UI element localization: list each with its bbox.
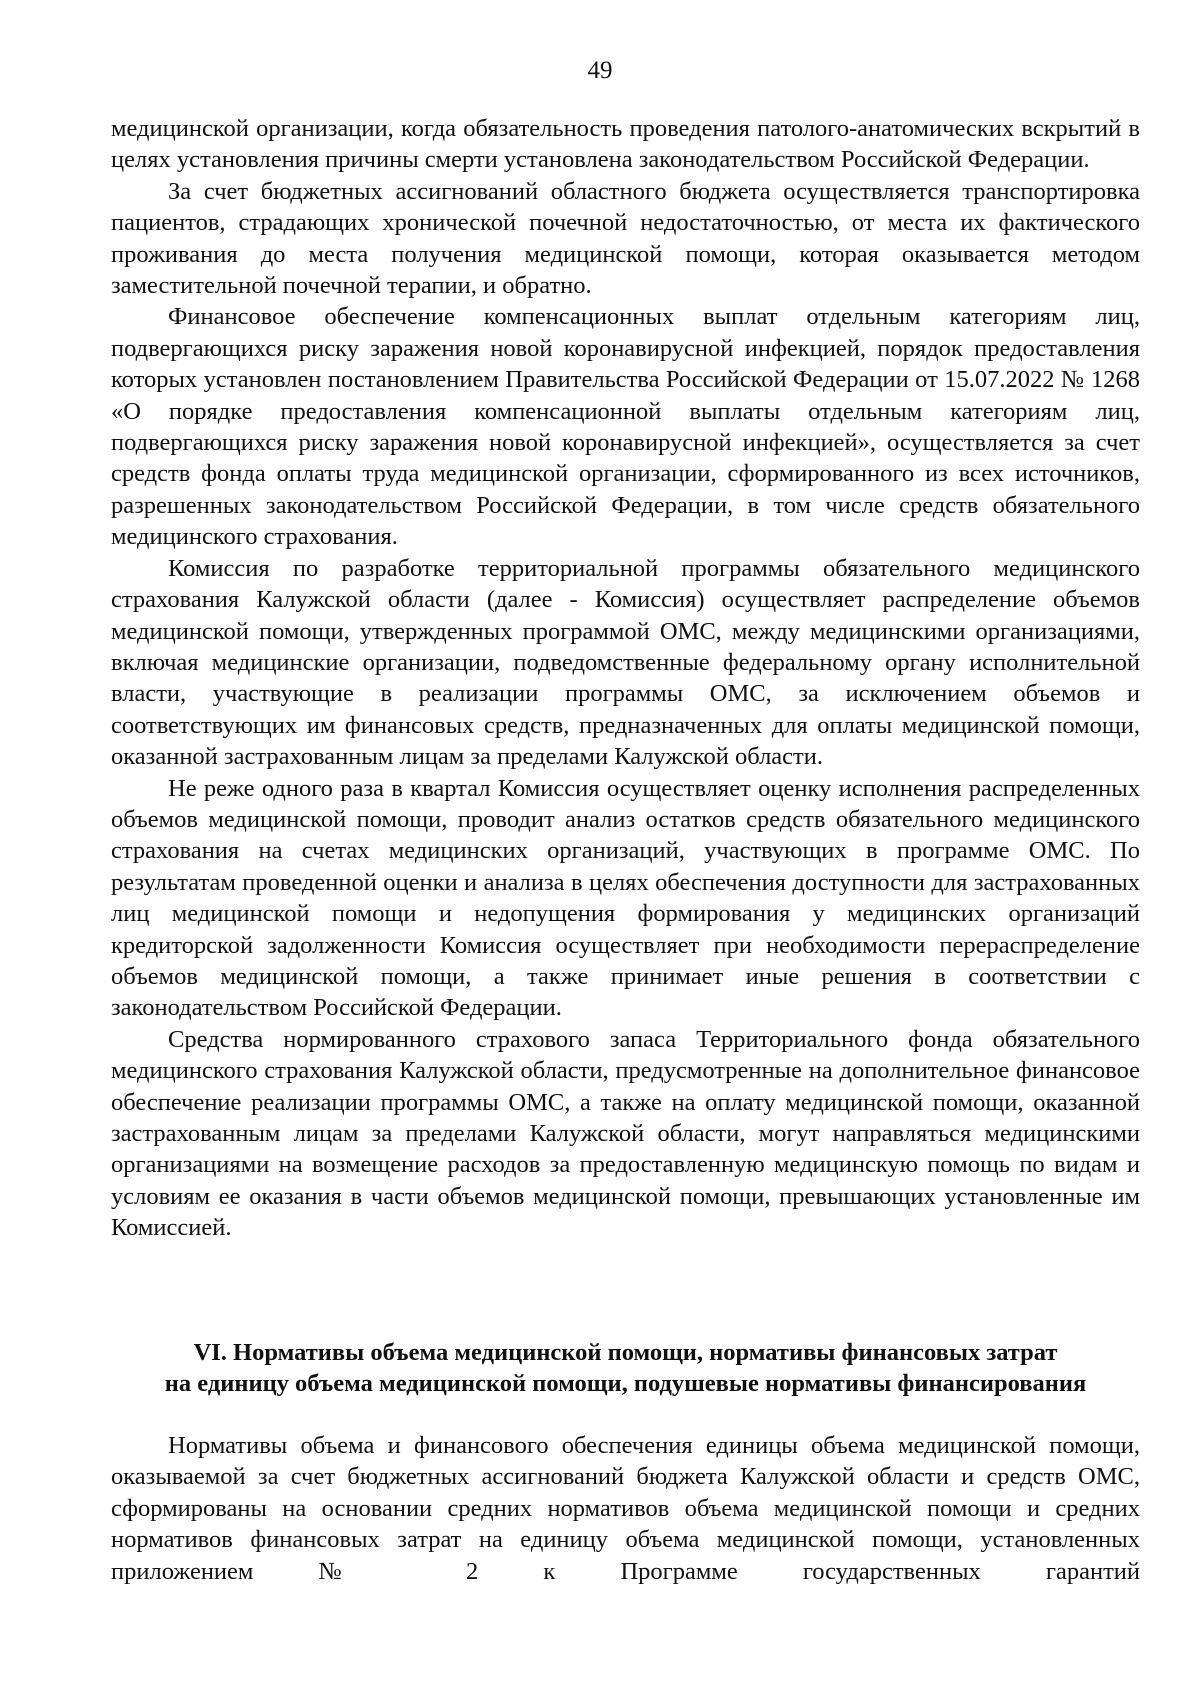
paragraph-transport: За счет бюджетных ассигнований областного бюджета осуществляется транспортировка пациентов, страдающих хронической почечной недостаточностью, от места их фактического проживания до места получения медицинской помощи, которая оказывается методом заместительной почечной терапии, и обратно.	[111, 177, 1140, 300]
section-heading	[111, 1337, 1140, 1400]
paragraph-continuation: медицинской организации, когда обязательность проведения патолого-анатомических вскрытий в целях установления причины смерти установлена законодательством Российской Федерации.	[111, 115, 1140, 174]
paragraph-reserve-funds: Средства нормированного страхового запаса Территориального фонда обязательного медицинского страхования Калужской области, предусмотренные на дополнительное финансовое обеспечение реализации программы ОМС, а также на оплату медицинской помощи, оказанной застрахованным лицам за пределами Калужской области, могут направляться медицинскими организациями на возмещение расходов за предоставленную медицинскую помощь по видам и условиям ее оказания в части объемов медицинской помощи, превышающих установленные им Комиссией.	[111, 1025, 1140, 1242]
paragraph-norms: Нормативы объема и финансового обеспечения единицы объема медицинской помощи, оказываемой за счет бюджетных ассигнований бюджета Калужской области и средств ОМС, сформированы на основании средних нормативов объема медицинской помощи и средних нормативов финансовых затрат на единицу объема медицинской помощи, установленных приложением № 2 к Программе государственных гарантий	[111, 1432, 1140, 1585]
section-heading-line-1: VI. Нормативы объема медицинской помощи, нормативы финансовых затрат	[193, 1339, 1058, 1366]
document-body	[111, 113, 1140, 1244]
section-heading-line-2: на единицу объема медицинской помощи, подушевые нормативы финансирования	[164, 1370, 1087, 1398]
page-number: 49	[587, 57, 613, 84]
paragraph-quarterly-review: Не реже одного раза в квартал Комиссия осуществляет оценку исполнения распределенных объемов медицинской помощи, проводит анализ остатков средств обязательного медицинского страхования на счетах медицинских организаций, участвующих в программе ОМС. По результатам проведенной оценки и анализа в целях обеспечения доступности для застрахованных лиц медицинской помощи и недопущения формирования у медицинских организаций кредиторской задолженности Комиссия осуществляет при необходимости перераспределение объемов медицинской помощи, а также принимает иные решения в соответствии с законодательством Российской Федерации.	[111, 774, 1140, 1022]
section-body	[111, 1430, 1140, 1587]
paragraph-compensation: Финансовое обеспечение компенсационных выплат отдельным категориям лиц, подвергающихся риску заражения новой коронавирусной инфекцией, порядок предоставления которых установлен постановлением Правительства Российской Федерации от 15.07.2022 № 1268 «О порядке предоставления компенсационной выплаты отдельным категориям лиц, подвергающихся риску заражения новой коронавирусной инфекцией», осуществляется за счет средств фонда оплаты труда медицинской организации, сформированного из всех источников, разрешенных законодательством Российской Федерации, в том числе средств обязательного медицинского страхования.	[111, 303, 1140, 551]
paragraph-commission: Комиссия по разработке территориальной программы обязательного медицинского страхования Калужской области (далее - Комиссия) осуществляет распределение объемов медицинской помощи, утвержденных программой ОМС, между медицинскими организациями, включая медицинские организации, подведомственные федеральному органу исполнительной власти, участвующие в реализации программы ОМС, за исключением объемов и соответствующих им финансовых средств, предназначенных для оплаты медицинской помощи, оказанной застрахованным лицам за пределами Калужской области.	[111, 554, 1140, 771]
